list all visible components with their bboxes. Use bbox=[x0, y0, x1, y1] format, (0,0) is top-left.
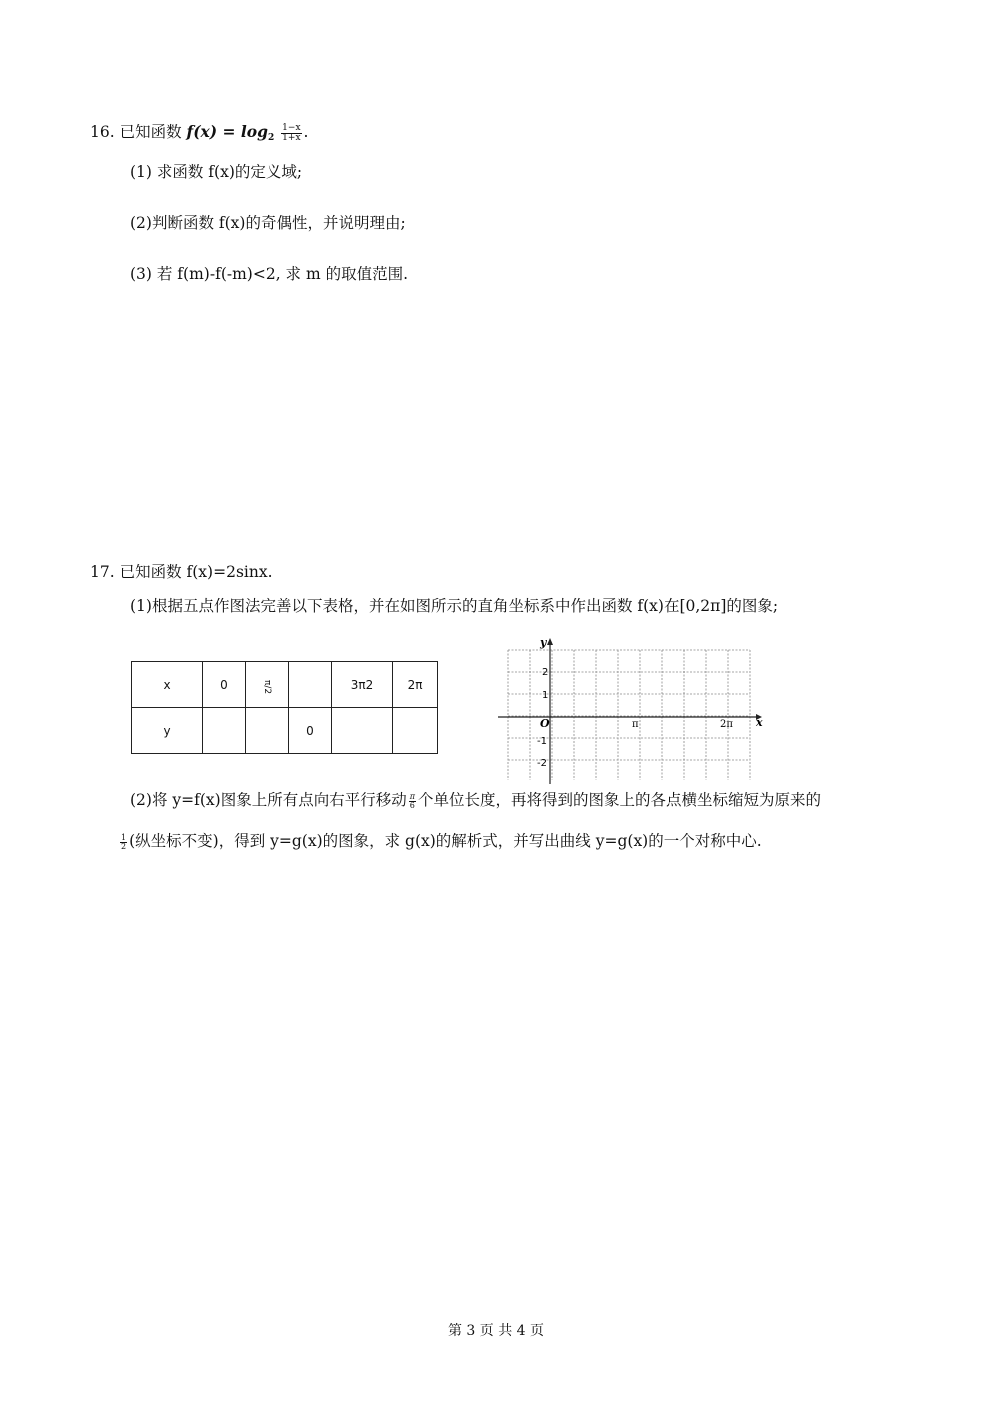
table-cell-x-1 bbox=[246, 662, 289, 708]
y-tick-1: 1 bbox=[542, 690, 549, 701]
table-cell-y-4 bbox=[393, 708, 438, 754]
q16-period: . bbox=[303, 123, 309, 141]
table-cell-x-0: 0 bbox=[203, 662, 246, 708]
q17-part-2a: (2)将 y=f(x)图象上所有点向右平行移动 bbox=[130, 791, 407, 809]
table-cell-y-1 bbox=[246, 708, 289, 754]
q17-stem bbox=[90, 562, 273, 582]
y-axis-arrow bbox=[547, 638, 553, 645]
table-row-x bbox=[132, 662, 438, 708]
shift-numerator: π bbox=[409, 791, 415, 801]
q17-part-2-line-2 bbox=[118, 831, 762, 851]
x-tick-2pi: 2π bbox=[720, 719, 733, 730]
q17-part-2b: 个单位长度，再将得到的图象上的各点横坐标缩短为原来的 bbox=[417, 791, 821, 809]
five-point-table bbox=[131, 661, 438, 754]
q17-part-2c: (纵坐标不变)，得到 y=g(x)的图象，求 g(x)的解析式，并写出曲线 y=g(x)的一个对称中心. bbox=[129, 832, 762, 850]
q16-frac-denominator: 1+x bbox=[282, 132, 301, 143]
y-axis-label: y bbox=[540, 636, 547, 649]
y-tick-neg1: -1 bbox=[537, 736, 547, 747]
table-row-y bbox=[132, 708, 438, 754]
q16-fraction bbox=[281, 124, 301, 143]
q16-part-2: (2)判断函数 f(x)的奇偶性，并说明理由; bbox=[130, 214, 406, 232]
table-cell-x-4: 2π bbox=[393, 662, 438, 708]
table-header-y: y bbox=[132, 708, 203, 754]
table-cell-x-3: 3π2 bbox=[332, 662, 393, 708]
q16-part-3: (3) 若 f(m)-f(-m)<2, 求 m 的取值范围. bbox=[130, 265, 409, 283]
q17-part-2-line-1 bbox=[130, 790, 821, 810]
scale-numerator: 1 bbox=[121, 832, 127, 842]
q16-log-base: 2 bbox=[267, 133, 275, 143]
table-cell-y-2: 0 bbox=[289, 708, 332, 754]
q16-part-1: (1) 求函数 f(x)的定义域; bbox=[130, 163, 303, 181]
q16-function-lhs: f(x) = log bbox=[186, 122, 268, 141]
q16-stem bbox=[90, 122, 308, 148]
q17-number: 17. bbox=[90, 563, 115, 581]
q17-intro: 已知函数 f(x)=2sinx. bbox=[119, 563, 273, 581]
x-tick-pi: π bbox=[632, 719, 639, 730]
table-cell-x-1-text: π/2 bbox=[262, 679, 272, 694]
x-axis-label: x bbox=[756, 716, 763, 729]
q17-part-1: (1)根据五点作图法完善以下表格，并在如图所示的直角坐标系中作出函数 f(x)在[0,2π]的图象; bbox=[130, 597, 779, 615]
page-footer: 第 3 页 共 4 页 bbox=[447, 1323, 545, 1339]
q16-intro: 已知函数 bbox=[119, 123, 182, 141]
q16-frac-numerator: 1−x bbox=[282, 122, 301, 133]
q16-number: 16. bbox=[90, 123, 115, 141]
scale-denominator: 2 bbox=[121, 841, 127, 851]
y-tick-2: 2 bbox=[542, 667, 549, 678]
scale-fraction bbox=[120, 834, 127, 851]
shift-denominator: 6 bbox=[409, 800, 415, 810]
coordinate-grid bbox=[494, 634, 774, 786]
table-cell-x-2 bbox=[289, 662, 332, 708]
origin-label: O bbox=[540, 717, 550, 730]
table-cell-y-0 bbox=[203, 708, 246, 754]
shift-fraction bbox=[409, 793, 416, 810]
table-cell-y-3 bbox=[332, 708, 393, 754]
table-header-x: x bbox=[132, 662, 203, 708]
y-tick-neg2: -2 bbox=[537, 758, 547, 769]
